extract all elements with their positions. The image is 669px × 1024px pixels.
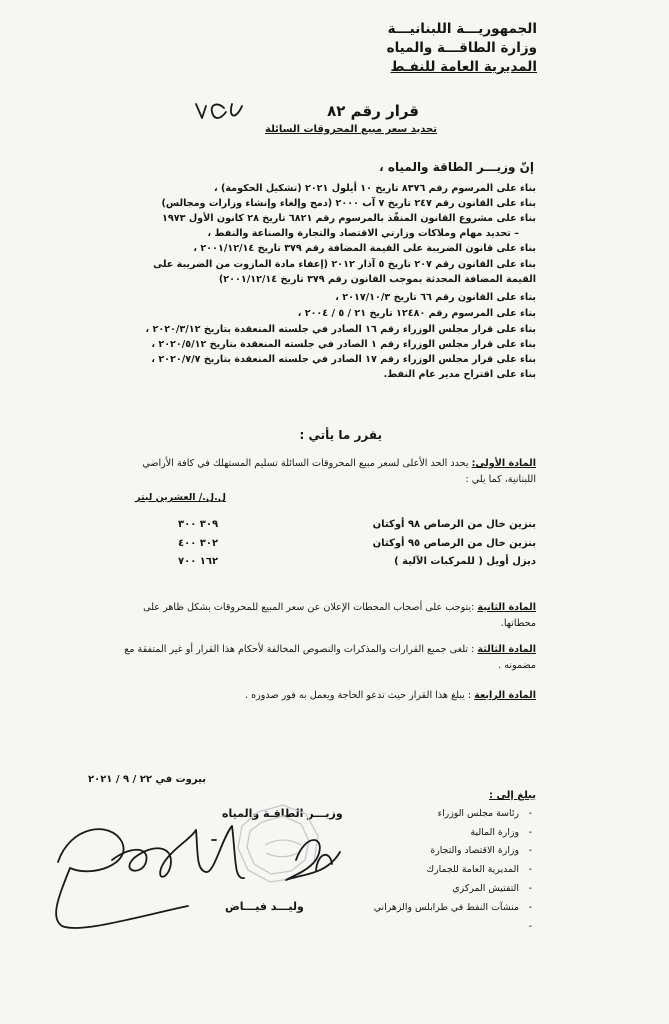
cc-dash: - [528,902,532,913]
preamble-line: بناء على قرار مجلس الوزراء رقم ١٦ الصادر في جلسته المنعقدة بتاريخ ٢٠٢٠/٣/١٢ ، [145,324,536,335]
preamble-line: بناء على مشروع القانون المنفّذ بالمرسوم رقم ٦٨٢١ تاريخ ٢٨ كانون الأول ١٩٧٣ [162,213,536,224]
cc-item: رئاسة مجلس الوزراء [437,808,519,819]
cc-item: المديرية العامة للجمارك [426,864,519,875]
article-fourth-text: : يبلغ هذا القرار حيث تدعو الحاجة ويعمل به فور صدوره . [245,690,475,701]
cc-item: وزارة الاقتصاد والتجارة [430,845,519,856]
cc-dash: - [528,827,532,838]
fuel-price: ٣٠٢ ٤٠٠ [178,538,219,549]
header-directorate: المديرية العامة للنفـط [390,59,537,75]
preamble-line: بناء على القانون رقم ٢٤٧ تاريخ ٧ آب ٢٠٠٠ (دمج وإلغاء وإنشاء وزارات ومجالس) [161,198,536,209]
handwritten-signature [56,826,340,928]
date-line: بيروت في ٢٢ / ٩ / ٢٠٢١ [88,774,206,785]
preamble-line: القيمة المضافة المحدثة بموجب القانون رقم ٣٧٩ تاريخ ٢٠٠١/١٢/١٤) [218,274,536,285]
fuel-label: بنزين خال من الرصاص ٩٨ أوكتان [372,519,536,530]
header-ministry: وزارة الطاقـــة والمياه [386,40,537,56]
article-third-text: : تلغى جميع القرارات والمذكرات والنصوص المخالفة لأحكام هذا القرار أو غير المتفقة مع مضمونه . [124,644,536,671]
article-second-title: المادة الثانية [477,602,536,613]
preamble-line: بناء على القانون رقم ٢٠٧ تاريخ ٥ آذار ٢٠١٢ (إعفاء مادة المازوت من الضريبة على [153,259,536,270]
cc-heading: يبلغ إلى : [488,790,536,801]
preamble-line: – تحديد مهام وملاكات وزارتي الاقتصاد والتجارة والصناعة والنفط ، [207,228,519,239]
preamble-line: بناء على قانون الضريبة على القيمة المضافة رقم ٣٧٩ تاريخ ٢٠٠١/١٢/١٤ ، [193,243,536,254]
cc-item: التفتيش المركزي [452,883,519,894]
decides-heading: يقرر ما يأتي : [299,428,382,442]
cc-dash: - [528,845,532,856]
decision-subject: تحديد سعر مبيع المحروقات السائلة [265,124,437,135]
minister-line: إنّ وزيـــر الطاقة والمياه ، [379,160,534,174]
preamble-line: بناء على اقتراح مدير عام النفط. [383,369,536,380]
cc-dash: - [528,808,532,819]
article-first-title: المادة الأولى: [471,458,536,469]
fuel-price: ١٦٢ ٧٠٠ [178,556,219,567]
article-first-text: يحدد الحد الأعلى لسعر مبيع المحروقات السائلة تسليم المستهلك في كافة الأراضي اللبنانية، كما يلي : [142,458,536,485]
cc-dash: - [528,883,532,894]
preamble-line: بناء على القانون رقم ٦٦ تاريخ ٢٠١٧/١٠/٣ ، [335,292,536,303]
cc-item: وزارة المالية [470,827,519,838]
preamble-line: بناء على المرسوم رقم ١٢٤٨٠ تاريخ ٢١ / ٥ / ٢٠٠٤ ، [297,308,536,319]
preamble-line: بناء على قرار مجلس الوزراء رقم ١٧ الصادر في جلسته المنعقدة بتاريخ ٢٠٢٠/٧/٧ ، [151,354,536,365]
fuel-price: ٣٠٩ ٣٠٠ [178,519,219,530]
cc-item: منشآت النفط في طرابلس والزهراني [373,902,519,913]
article-fourth-title: المادة الرابعة [474,690,536,701]
signatory-title: وزيـــر الطاقـة والمياه [222,807,343,820]
fuel-label: بنزين خال من الرصاص ٩٥ أوكتان [372,538,536,549]
cc-dash: - [528,864,532,875]
article-second-text: :يتوجب على أصحاب المحطات الإعلان عن سعر المبيع للمحروقات بشكل ظاهر على محطاتها. [143,602,536,629]
decision-title: قرار رقم ٨٢ [327,102,419,120]
handwritten-number [196,104,242,118]
article-third-title: المادة الثالثة [477,644,536,655]
header-republic: الجمهوريـــة اللبنانيـــة [387,21,537,37]
preamble-line: بناء على المرسوم رقم ٨٣٧٦ تاريخ ١٠ أيلول ٢٠٢١ (تشكيل الحكومة) ، [213,183,536,194]
preamble-line: بناء على قرار مجلس الوزراء رقم ١ الصادر في جلسته المنعقدة بتاريخ ٢٠٢٠/٥/١٢ ، [151,339,536,350]
signatory-name: وليـــد فيـــاض [225,900,304,913]
fuel-label: ديزل أويل ( للمركبات الآلية ) [394,556,536,567]
price-unit: ل.ل./ العشرين ليتر [135,492,226,503]
cc-dash: - [528,921,532,932]
